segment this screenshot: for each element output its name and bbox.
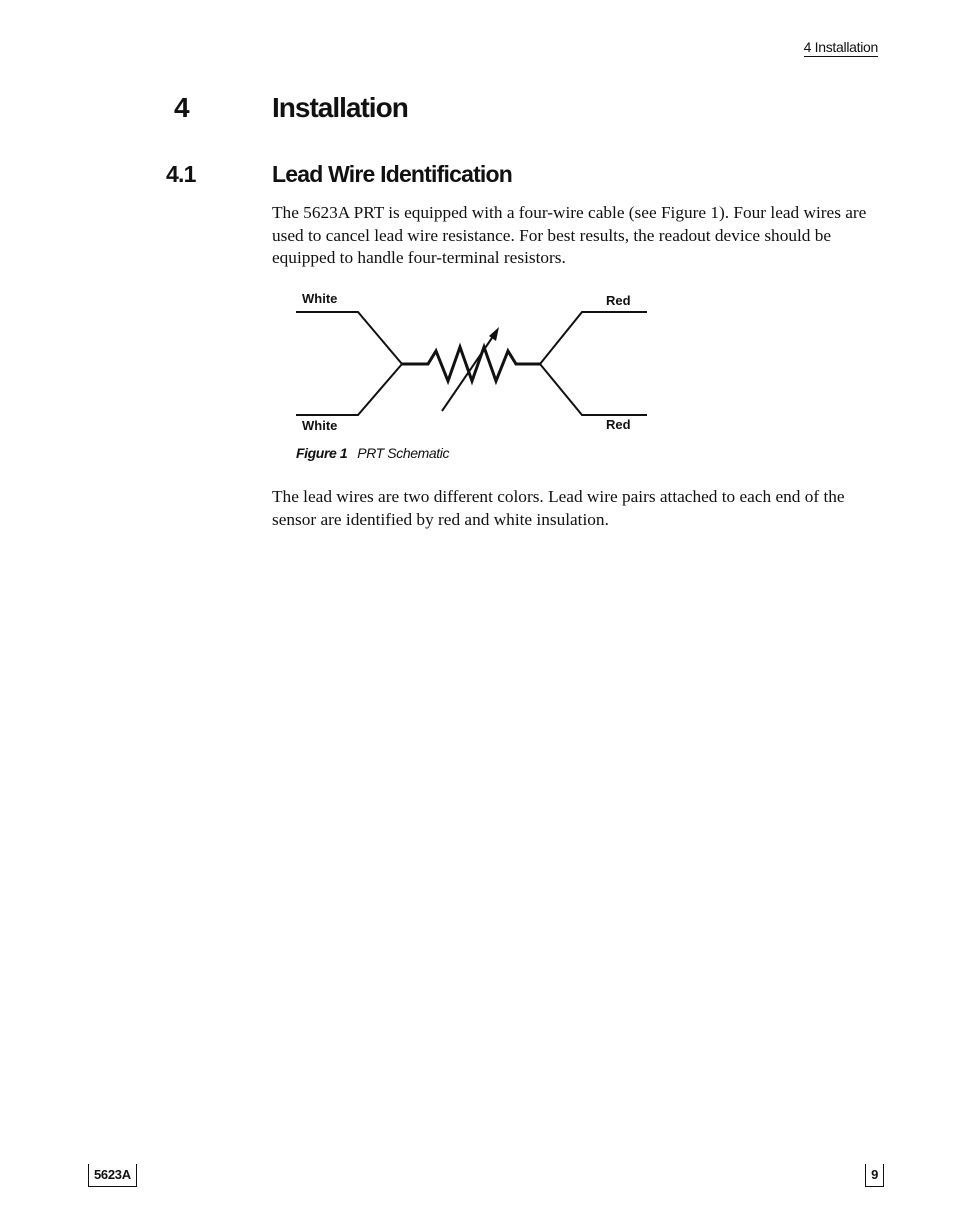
running-header: 4 Installation xyxy=(803,39,878,55)
label-red-bottom: Red xyxy=(606,417,631,432)
intro-paragraph: The 5623A PRT is equipped with a four-wire cable (see Figure 1). Four lead wires are used to cancel lead wire resistance. For best results, the readout device should be equipped to handle four-terminal resistors. xyxy=(272,203,867,267)
left-top-lead-wire xyxy=(296,312,402,364)
resistor-zigzag xyxy=(402,347,540,381)
prt-schematic-figure xyxy=(290,285,660,435)
label-red-top: Red xyxy=(606,293,631,308)
label-white-top: White xyxy=(302,291,338,306)
right-top-lead-wire xyxy=(540,312,647,364)
chapter-title: Installation xyxy=(272,92,408,123)
chapter-number: 4 xyxy=(174,92,189,123)
section-title: Lead Wire Identification xyxy=(272,161,513,187)
footer-model: 5623A xyxy=(88,1164,137,1187)
figure-caption-text: PRT Schematic xyxy=(357,445,450,461)
figure-number: Figure 1 xyxy=(296,445,348,461)
footer-page-number: 9 xyxy=(865,1164,884,1187)
left-bottom-lead-wire xyxy=(296,364,402,415)
right-bottom-lead-wire xyxy=(540,364,647,415)
prt-schematic-diagram xyxy=(290,285,660,435)
label-white-bottom: White xyxy=(302,418,338,433)
section-number: 4.1 xyxy=(166,161,196,187)
figure-caption xyxy=(296,445,449,461)
colors-paragraph: The lead wires are two different colors. Lead wire pairs attached to each end of the sensor are identified by red and white insulation. xyxy=(272,487,845,529)
